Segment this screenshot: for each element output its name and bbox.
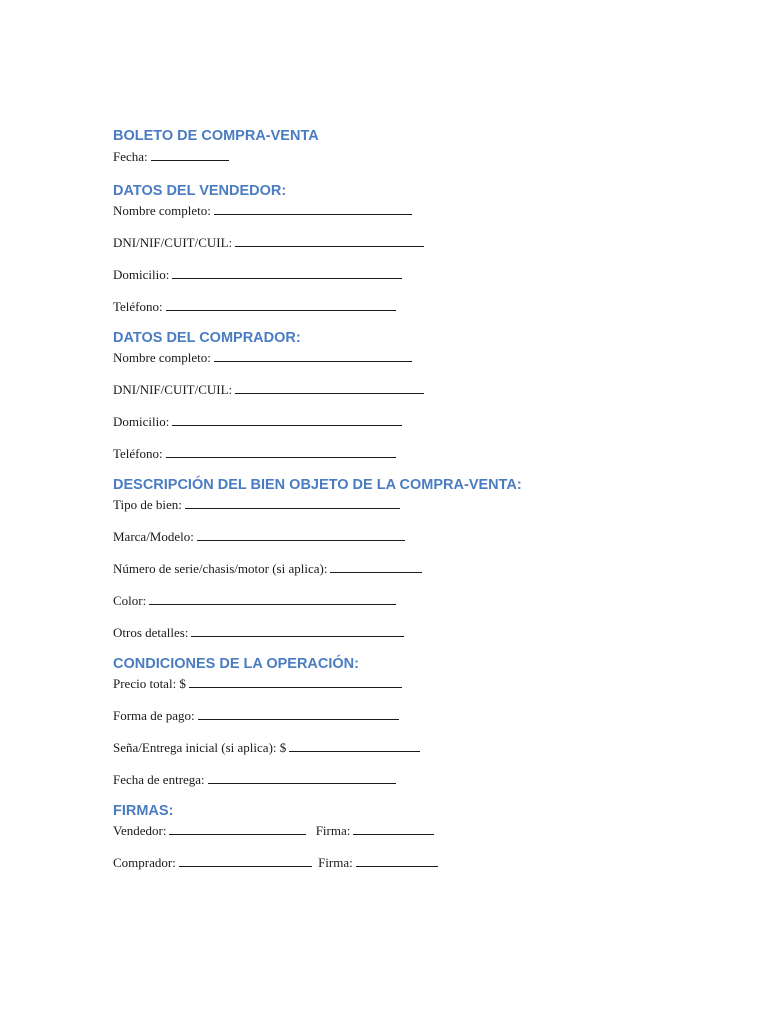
firmas-vendedor-blank[interactable] — [169, 822, 306, 835]
condiciones-precio-label: Precio total: $ — [113, 676, 186, 691]
condiciones-sena-label: Seña/Entrega inicial (si aplica): $ — [113, 740, 287, 755]
condiciones-precio-blank[interactable] — [189, 675, 402, 688]
comprador-dni-line — [113, 381, 673, 399]
condiciones-fecha-entrega-label: Fecha de entrega: — [113, 772, 205, 787]
vendedor-telefono-line — [113, 298, 673, 316]
bien-otros-label: Otros detalles: — [113, 625, 189, 640]
firmas-vendedor-label: Vendedor: — [113, 823, 167, 838]
firmas-vendedor-firma-label: Firma: — [315, 823, 351, 838]
bien-serie-blank[interactable] — [330, 560, 422, 573]
firmas-vendedor-firma-blank[interactable] — [353, 822, 434, 835]
comprador-nombre-blank[interactable] — [214, 349, 412, 362]
bien-serie-line — [113, 560, 673, 578]
condiciones-forma-pago-label: Forma de pago: — [113, 708, 195, 723]
bien-marca-line — [113, 528, 673, 546]
bien-color-line — [113, 592, 673, 610]
firmas-comprador-firma-label: Firma: — [318, 855, 353, 870]
comprador-telefono-line — [113, 445, 673, 463]
condiciones-fecha-entrega-line — [113, 771, 673, 789]
fecha-line — [113, 148, 673, 166]
bien-tipo-line — [113, 496, 673, 514]
vendedor-dni-line — [113, 234, 673, 252]
fecha-blank[interactable] — [151, 148, 229, 161]
bien-marca-blank[interactable] — [197, 528, 405, 541]
document-title: BOLETO DE COMPRA-VENTA — [113, 128, 319, 144]
condiciones-sena-blank[interactable] — [289, 739, 420, 752]
condiciones-sena-line — [113, 739, 673, 757]
vendedor-heading: DATOS DEL VENDEDOR: — [113, 183, 287, 199]
comprador-domicilio-label: Domicilio: — [113, 414, 170, 429]
condiciones-precio-line — [113, 675, 673, 693]
vendedor-dni-label: DNI/NIF/CUIT/CUIL: — [113, 235, 233, 250]
vendedor-nombre-line — [113, 202, 673, 220]
bien-otros-blank[interactable] — [191, 624, 404, 637]
comprador-dni-label: DNI/NIF/CUIT/CUIL: — [113, 382, 233, 397]
bien-heading: DESCRIPCIÓN DEL BIEN OBJETO DE LA COMPRA-VENTA: — [113, 477, 522, 493]
fecha-label: Fecha: — [113, 149, 148, 164]
firmas-comprador-label: Comprador: — [113, 855, 176, 870]
condiciones-forma-pago-blank[interactable] — [198, 707, 399, 720]
bien-marca-label: Marca/Modelo: — [113, 529, 194, 544]
comprador-dni-blank[interactable] — [235, 381, 424, 394]
vendedor-domicilio-blank[interactable] — [172, 266, 402, 279]
vendedor-domicilio-label: Domicilio: — [113, 267, 170, 282]
firmas-comprador-firma-blank[interactable] — [356, 854, 438, 867]
vendedor-dni-blank[interactable] — [235, 234, 424, 247]
vendedor-nombre-label: Nombre completo: — [113, 203, 211, 218]
firmas-vendedor-line — [113, 822, 673, 840]
comprador-nombre-line — [113, 349, 673, 367]
condiciones-heading: CONDICIONES DE LA OPERACIÓN: — [113, 656, 359, 672]
bien-otros-line — [113, 624, 673, 642]
vendedor-nombre-blank[interactable] — [214, 202, 412, 215]
comprador-domicilio-blank[interactable] — [172, 413, 402, 426]
firmas-comprador-blank[interactable] — [179, 854, 312, 867]
bien-color-blank[interactable] — [149, 592, 396, 605]
firmas-comprador-line — [113, 854, 673, 872]
bien-serie-label: Número de serie/chasis/motor (si aplica): — [113, 561, 328, 576]
bien-tipo-blank[interactable] — [185, 496, 400, 509]
comprador-domicilio-line — [113, 413, 673, 431]
condiciones-fecha-entrega-blank[interactable] — [208, 771, 396, 784]
contract-document — [113, 126, 673, 872]
comprador-telefono-blank[interactable] — [166, 445, 396, 458]
vendedor-domicilio-line — [113, 266, 673, 284]
vendedor-telefono-blank[interactable] — [166, 298, 396, 311]
firmas-heading: FIRMAS: — [113, 803, 174, 819]
vendedor-telefono-label: Teléfono: — [113, 299, 163, 314]
bien-tipo-label: Tipo de bien: — [113, 497, 182, 512]
comprador-heading: DATOS DEL COMPRADOR: — [113, 330, 301, 346]
comprador-nombre-label: Nombre completo: — [113, 350, 211, 365]
bien-color-label: Color: — [113, 593, 147, 608]
comprador-telefono-label: Teléfono: — [113, 446, 163, 461]
condiciones-forma-pago-line — [113, 707, 673, 725]
